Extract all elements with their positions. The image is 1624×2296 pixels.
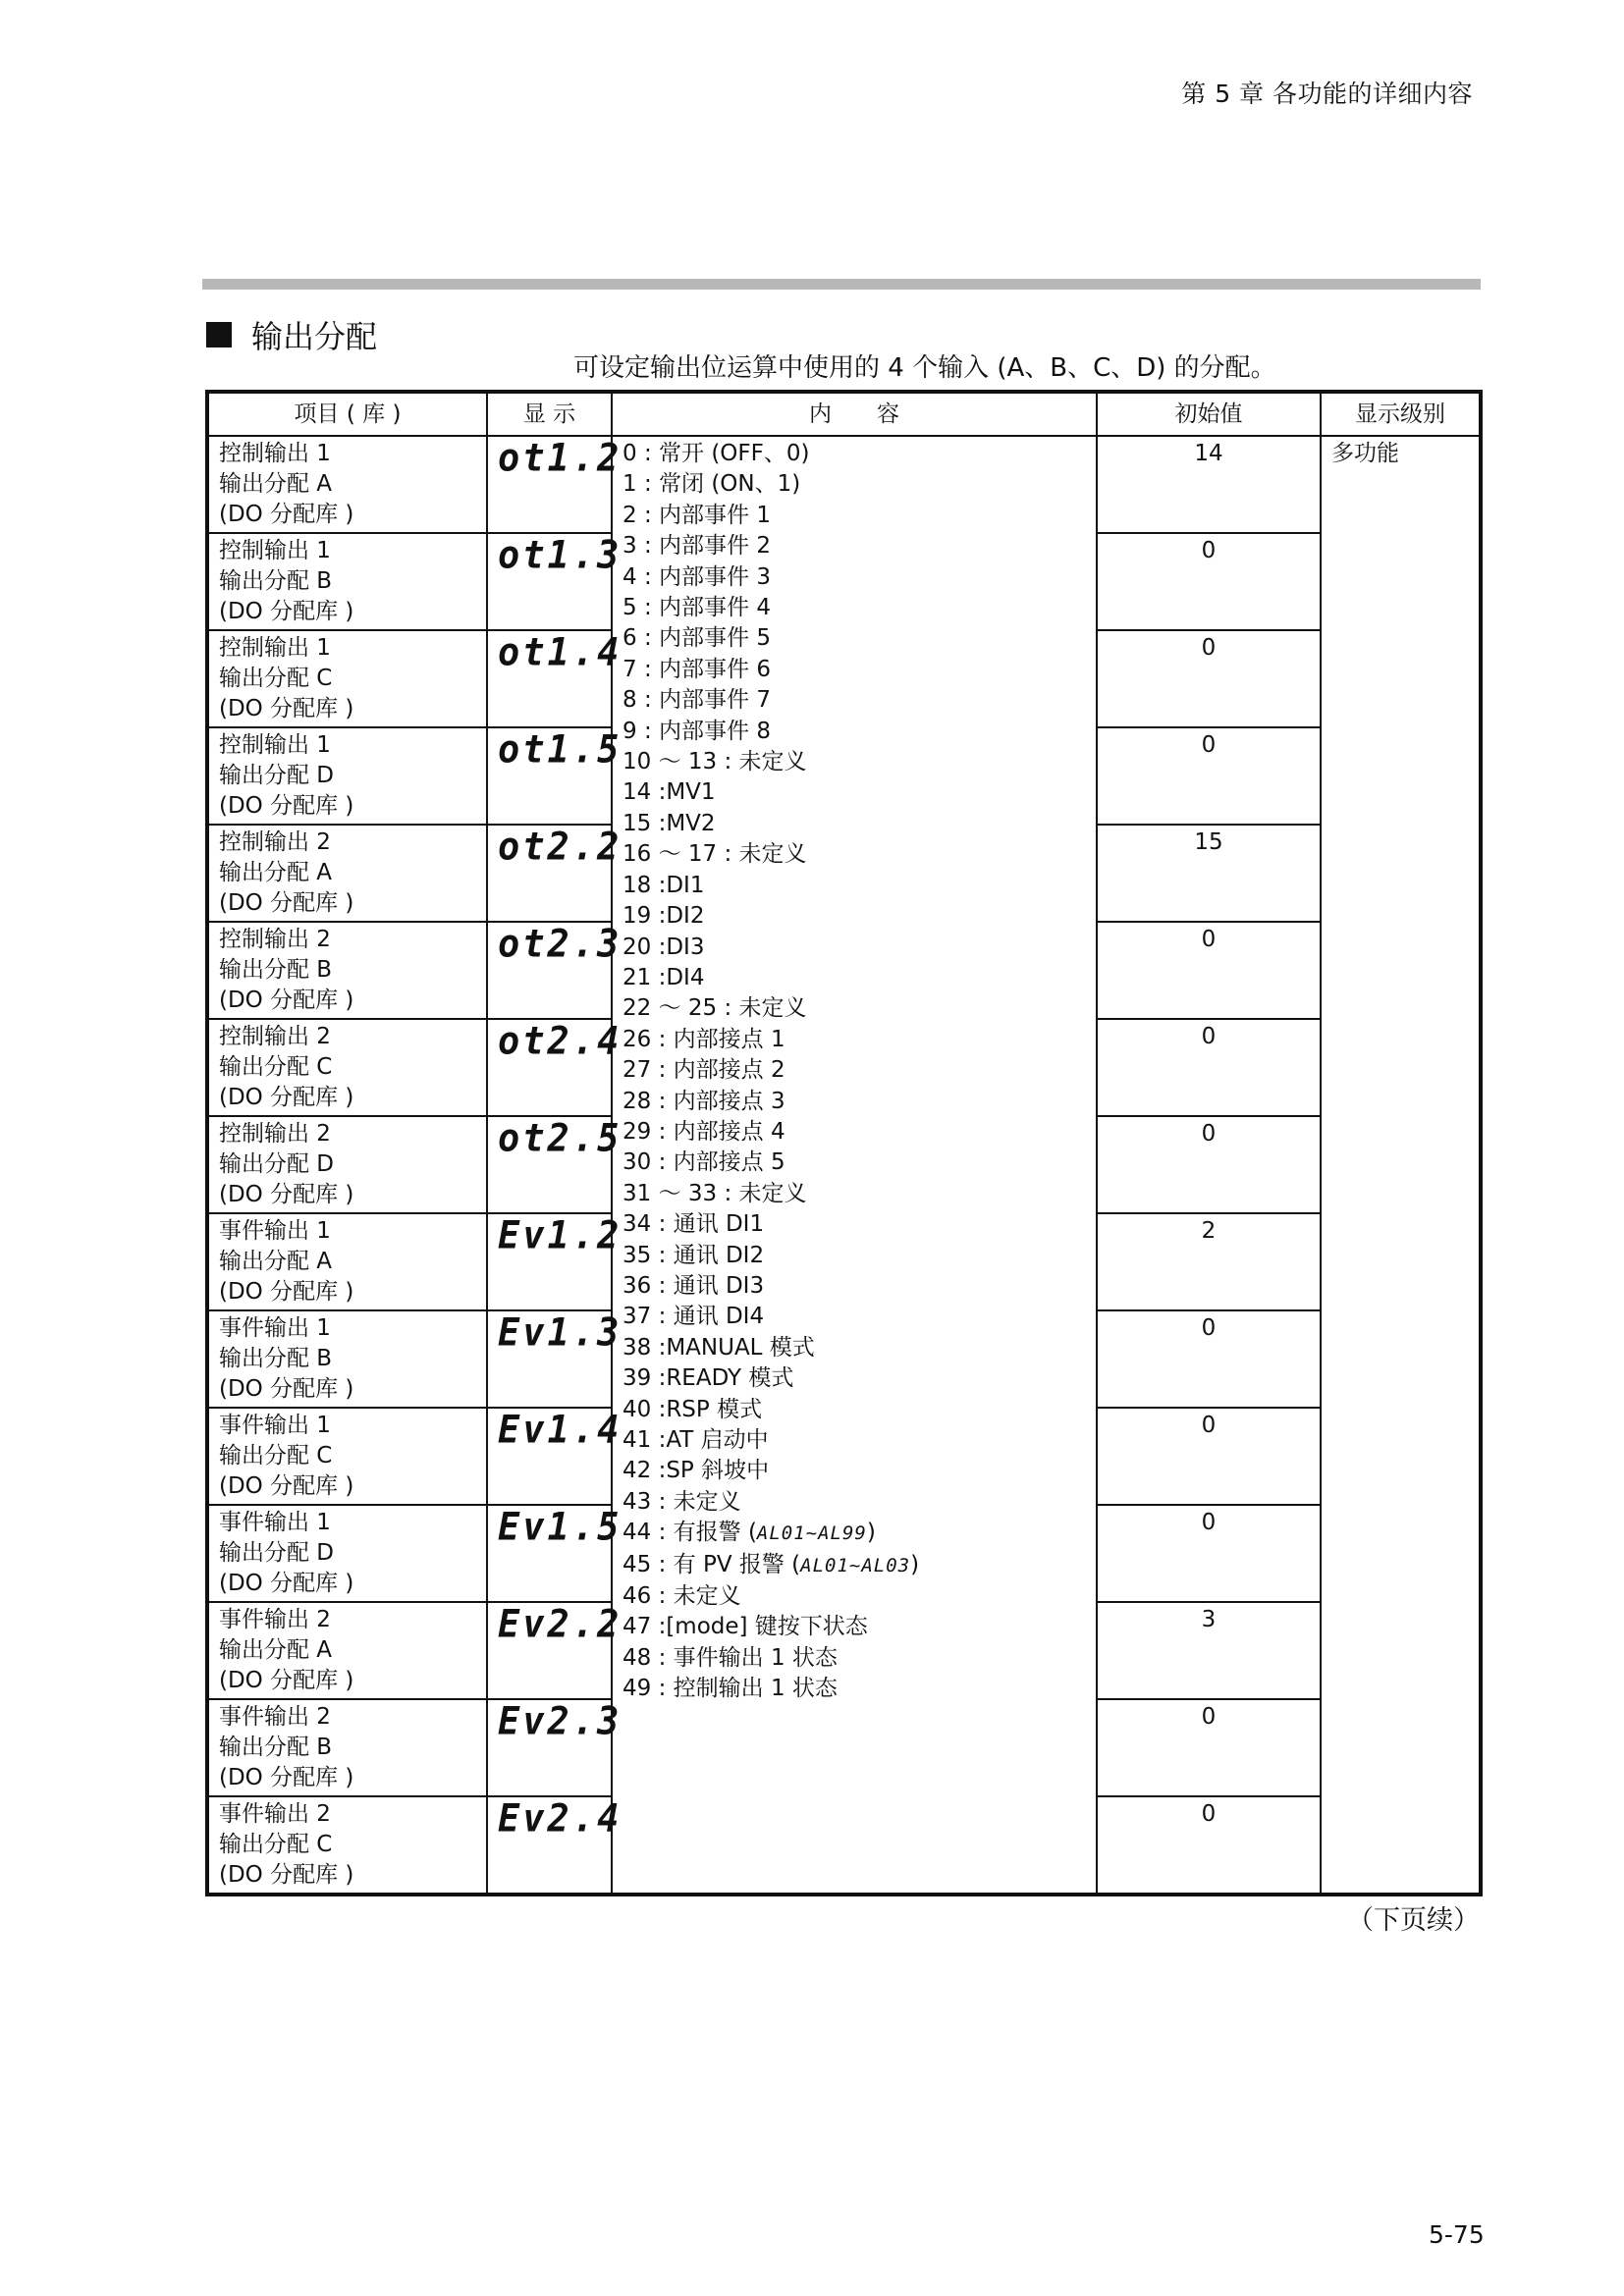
- item-cell: [207, 1408, 487, 1505]
- table-header-row: [207, 392, 1481, 436]
- item-line: 事件输出 2: [219, 1801, 331, 1827]
- item-line: 控制输出 2: [219, 1024, 331, 1049]
- item-line: (DO 分配库 ): [219, 599, 354, 624]
- option-item: 48 : 事件输出 1 状态: [623, 1644, 838, 1671]
- option-item: 39 :READY 模式: [623, 1365, 794, 1392]
- item-line: 输出分配 A: [219, 1249, 333, 1274]
- option-item: 49 : 控制输出 1 状态: [623, 1676, 838, 1702]
- option-item: 47 :[mode] 键按下状态: [623, 1614, 868, 1640]
- running-header: 第 5 章 各功能的详细内容: [1181, 80, 1473, 108]
- option-item: 43 : 未定义: [623, 1488, 741, 1515]
- option-item: 46 : 未定义: [623, 1583, 741, 1610]
- display-level-cell: 多功能: [1321, 436, 1481, 1895]
- col-header-display: 显 示: [487, 392, 612, 436]
- initial-value-cell: 0: [1097, 1310, 1321, 1408]
- item-line: 输出分配 C: [219, 1832, 333, 1857]
- option-item: 26 : 内部接点 1: [623, 1026, 785, 1052]
- item-line: 控制输出 1: [219, 441, 331, 466]
- display-cell: [487, 726, 623, 825]
- option-item: 7 : 内部事件 6: [623, 656, 771, 682]
- item-line: 事件输出 1: [219, 1413, 331, 1438]
- item-cell: [207, 825, 487, 922]
- segment-display-code: ot2.3: [498, 921, 623, 967]
- item-line: 控制输出 1: [219, 538, 331, 563]
- section-title-text: 输出分配: [251, 318, 378, 355]
- item-line: (DO 分配库 ): [219, 502, 354, 527]
- item-cell: [207, 1505, 487, 1602]
- option-item: [623, 1550, 1086, 1581]
- col-header-initial: 初始值: [1097, 392, 1321, 436]
- option-item: 6 : 内部事件 5: [623, 625, 771, 652]
- segment-display-code: Ev2.2: [498, 1601, 623, 1647]
- option-item: 21 :DI4: [623, 964, 705, 990]
- item-line: 事件输出 1: [219, 1510, 331, 1535]
- option-item: 29 : 内部接点 4: [623, 1118, 785, 1145]
- option-item: 1 : 常闭 (ON、1): [623, 471, 801, 498]
- option-item: [623, 1518, 1086, 1549]
- initial-value-cell: 0: [1097, 922, 1321, 1019]
- item-line: 输出分配 C: [219, 1443, 333, 1468]
- option-item: 27 : 内部接点 2: [623, 1057, 785, 1084]
- option-item: 4 : 内部事件 3: [623, 563, 771, 590]
- item-line: 控制输出 2: [219, 829, 331, 855]
- initial-value-cell: 2: [1097, 1213, 1321, 1310]
- item-cell: [207, 1699, 487, 1796]
- display-cell: [487, 532, 623, 630]
- segment-display-code: ot1.3: [498, 532, 623, 578]
- col-header-level: 显示级别: [1321, 392, 1481, 436]
- item-line: (DO 分配库 ): [219, 988, 354, 1013]
- segment-display-code: Ev2.3: [498, 1698, 623, 1744]
- option-item: 18 :DI1: [623, 872, 705, 898]
- option-item: 28 : 内部接点 3: [623, 1088, 785, 1114]
- display-cell: [487, 435, 623, 533]
- item-cell: [207, 1213, 487, 1310]
- item-cell: [207, 1310, 487, 1408]
- display-cell: [487, 629, 623, 727]
- display-cell: [487, 1698, 623, 1796]
- item-line: (DO 分配库 ): [219, 696, 354, 721]
- alarm-code-range: AL01~AL99: [756, 1522, 867, 1545]
- display-cell: [487, 1504, 623, 1602]
- item-cell: [207, 1796, 487, 1895]
- option-item: 42 :SP 斜坡中: [623, 1458, 770, 1484]
- col-header-content: 内 容: [612, 392, 1097, 436]
- item-line: (DO 分配库 ): [219, 1085, 354, 1110]
- item-cell: [207, 1019, 487, 1116]
- option-suffix: ): [910, 1551, 920, 1577]
- item-line: 输出分配 D: [219, 1151, 335, 1177]
- initial-value-cell: 0: [1097, 1505, 1321, 1602]
- item-line: 控制输出 2: [219, 1121, 331, 1147]
- item-line: 输出分配 A: [219, 471, 333, 497]
- display-cell: [487, 1212, 623, 1310]
- option-item: 36 : 通讯 DI3: [623, 1272, 765, 1299]
- initial-value-cell: 3: [1097, 1602, 1321, 1699]
- item-line: 控制输出 1: [219, 635, 331, 661]
- section-intro: 可设定输出位运算中使用的 4 个输入 (A、B、C、D) 的分配。: [573, 353, 1276, 383]
- item-line: (DO 分配库 ): [219, 1182, 354, 1207]
- section-divider: [202, 279, 1481, 290]
- initial-value-cell: 0: [1097, 1019, 1321, 1116]
- item-line: 事件输出 1: [219, 1315, 331, 1341]
- item-line: 输出分配 B: [219, 568, 333, 594]
- option-item: 35 : 通讯 DI2: [623, 1242, 765, 1268]
- option-item: 38 :MANUAL 模式: [623, 1334, 815, 1361]
- item-cell: [207, 727, 487, 825]
- segment-display-code: Ev1.3: [498, 1309, 623, 1356]
- item-line: 输出分配 A: [219, 1637, 333, 1663]
- display-cell: [487, 921, 623, 1019]
- segment-display-code: ot2.5: [498, 1115, 623, 1161]
- initial-value-cell: 0: [1097, 1796, 1321, 1895]
- option-item: 0 : 常开 (OFF、0): [623, 441, 810, 466]
- segment-display-code: ot1.2: [498, 435, 623, 481]
- option-item: 40 :RSP 模式: [623, 1396, 763, 1422]
- option-item: 34 : 通讯 DI1: [623, 1211, 765, 1238]
- item-cell: [207, 436, 487, 533]
- item-line: 输出分配 B: [219, 957, 333, 983]
- item-line: (DO 分配库 ): [219, 1279, 354, 1305]
- option-prefix: 45 : 有 PV 报警 (: [623, 1551, 801, 1577]
- option-item: 30 : 内部接点 5: [623, 1149, 785, 1176]
- option-item: 8 : 内部事件 7: [623, 687, 771, 714]
- option-item: 3 : 内部事件 2: [623, 533, 771, 560]
- item-line: 输出分配 C: [219, 666, 333, 691]
- initial-value-cell: 0: [1097, 1116, 1321, 1213]
- section-title: [206, 312, 377, 357]
- initial-value-cell: 0: [1097, 1699, 1321, 1796]
- segment-display-code: ot1.4: [498, 629, 623, 675]
- display-cell: [487, 1601, 623, 1699]
- item-line: 输出分配 D: [219, 763, 335, 788]
- initial-value-cell: 0: [1097, 727, 1321, 825]
- segment-display-code: ot1.5: [498, 726, 623, 773]
- output-assignment-table: [205, 390, 1483, 1896]
- table-row: [207, 436, 1481, 533]
- item-line: (DO 分配库 ): [219, 1765, 354, 1790]
- page-number: 5-75: [1429, 2220, 1485, 2249]
- segment-display-code: Ev2.4: [498, 1795, 623, 1842]
- initial-value-cell: 0: [1097, 630, 1321, 727]
- item-line: 输出分配 A: [219, 860, 333, 885]
- display-cell: [487, 1309, 623, 1408]
- item-cell: [207, 630, 487, 727]
- initial-value-cell: 14: [1097, 436, 1321, 533]
- col-header-item: 项目 ( 库 ): [207, 392, 487, 436]
- item-line: 事件输出 2: [219, 1704, 331, 1730]
- segment-display-code: Ev1.4: [498, 1407, 623, 1453]
- item-line: 事件输出 1: [219, 1218, 331, 1244]
- option-item: 16 ～ 17 : 未定义: [623, 841, 807, 868]
- item-cell: [207, 533, 487, 630]
- option-item: 31 ～ 33 : 未定义: [623, 1180, 807, 1206]
- display-cell: [487, 1795, 623, 1895]
- display-cell: [487, 1115, 623, 1213]
- initial-value-cell: 15: [1097, 825, 1321, 922]
- segment-display-code: Ev1.5: [498, 1504, 623, 1550]
- item-line: (DO 分配库 ): [219, 1473, 354, 1499]
- item-line: (DO 分配库 ): [219, 1862, 354, 1888]
- item-line: (DO 分配库 ): [219, 890, 354, 916]
- alarm-code-range: AL01~AL03: [800, 1554, 911, 1576]
- option-item: 9 : 内部事件 8: [623, 718, 771, 744]
- option-item: 10 ～ 13 : 未定义: [623, 749, 807, 775]
- item-line: 控制输出 2: [219, 927, 331, 952]
- option-item: 22 ～ 25 : 未定义: [623, 995, 807, 1022]
- option-item: 15 :MV2: [623, 810, 716, 836]
- option-item: 37 : 通讯 DI4: [623, 1304, 765, 1330]
- item-cell: [207, 922, 487, 1019]
- option-item: 19 :DI2: [623, 903, 705, 930]
- item-line: (DO 分配库 ): [219, 793, 354, 819]
- item-line: 输出分配 B: [219, 1735, 333, 1760]
- display-cell: [487, 824, 623, 922]
- initial-value-cell: 0: [1097, 533, 1321, 630]
- option-item: 2 : 内部事件 1: [623, 502, 771, 528]
- initial-value-cell: 0: [1097, 1408, 1321, 1505]
- segment-display-code: Ev1.2: [498, 1212, 623, 1258]
- option-suffix: ): [866, 1520, 876, 1546]
- segment-display-code: ot2.4: [498, 1018, 623, 1064]
- item-cell: [207, 1602, 487, 1699]
- item-line: 事件输出 2: [219, 1607, 331, 1632]
- square-bullet-icon: [206, 322, 232, 347]
- item-line: (DO 分配库 ): [219, 1571, 354, 1596]
- display-cell: [487, 1407, 623, 1505]
- option-item: 5 : 内部事件 4: [623, 595, 771, 621]
- content-cell: [612, 436, 1097, 1895]
- option-prefix: 44 : 有报警 (: [623, 1520, 757, 1546]
- option-item: 41 :AT 启动中: [623, 1427, 769, 1453]
- option-item: 14 :MV1: [623, 779, 716, 806]
- item-line: (DO 分配库 ): [219, 1376, 354, 1402]
- item-line: 输出分配 C: [219, 1054, 333, 1080]
- option-item: 20 :DI3: [623, 934, 705, 960]
- display-cell: [487, 1018, 623, 1116]
- continued-note: （下页续）: [1347, 1905, 1480, 1936]
- segment-display-code: ot2.2: [498, 824, 623, 870]
- item-line: 控制输出 1: [219, 732, 331, 758]
- item-cell: [207, 1116, 487, 1213]
- item-line: (DO 分配库 ): [219, 1668, 354, 1693]
- item-line: 输出分配 D: [219, 1540, 335, 1566]
- item-line: 输出分配 B: [219, 1346, 333, 1371]
